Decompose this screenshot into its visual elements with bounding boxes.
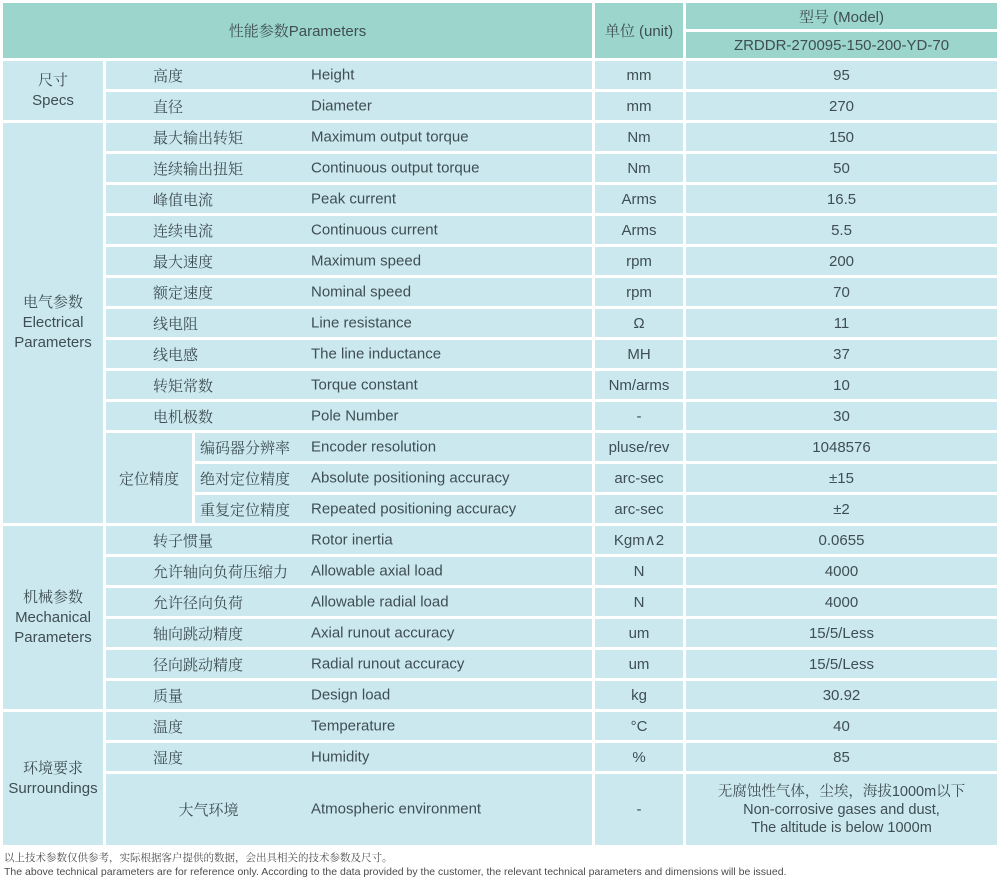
table-row: [3, 588, 997, 616]
unit-cell: Nm: [595, 154, 683, 182]
value-cell: 37: [686, 340, 997, 368]
param-label: 高度 Height: [106, 61, 592, 89]
param-label: 允许轴向负荷压缩力 Allowable axial load: [106, 557, 592, 585]
unit-cell: N: [595, 557, 683, 585]
table-row: [3, 309, 997, 337]
value-cell: 200: [686, 247, 997, 275]
param-label: 径向跳动精度 Radial runout accuracy: [106, 650, 592, 678]
value-cell: 16.5: [686, 185, 997, 213]
param-label: 转子惯量 Rotor inertia: [106, 526, 592, 554]
table-row: [3, 185, 997, 213]
value-cell: ±15: [686, 464, 997, 492]
model-number: ZRDDR-270095-150-200-YD-70: [686, 32, 997, 58]
param-label: 质量 Design load: [106, 681, 592, 709]
table-row: [3, 123, 997, 151]
unit-cell: °C: [595, 712, 683, 740]
value-cell: 30.92: [686, 681, 997, 709]
param-label: 连续输出扭矩 Continuous output torque: [106, 154, 592, 182]
value-cell: 4000: [686, 588, 997, 616]
section-specs: [3, 61, 103, 120]
atmosphere-line-en2: The altitude is below 1000m: [751, 819, 932, 836]
table-row: [3, 61, 997, 89]
section-label-en: Specs: [32, 91, 74, 109]
table-row: [3, 526, 997, 554]
section-mechanical: [3, 526, 103, 709]
section-label-cn: 环境要求: [22, 759, 83, 777]
section-label-cn: 机械参数: [22, 588, 83, 606]
unit-cell: um: [595, 619, 683, 647]
unit-cell: -: [595, 774, 683, 845]
param-label: 峰值电流 Peak current: [106, 185, 592, 213]
value-cell: 15/5/Less: [686, 650, 997, 678]
table-row: [3, 433, 997, 461]
value-cell: 11: [686, 309, 997, 337]
unit-cell: Nm: [595, 123, 683, 151]
footnote-cn: 以上技术参数仅供参考，实际根据客户提供的数据，会出具相关的技术参数及尺寸。: [4, 852, 393, 864]
value-cell: 0.0655: [686, 526, 997, 554]
footnotes: [0, 848, 1000, 879]
table-row: [3, 92, 997, 120]
value-cell: 1048576: [686, 433, 997, 461]
table-row: [3, 216, 997, 244]
section-label-en: Surroundings: [8, 779, 98, 797]
value-cell: 150: [686, 123, 997, 151]
unit-cell: -: [595, 402, 683, 430]
table-row: [3, 371, 997, 399]
table-row: [3, 247, 997, 275]
param-label: 转矩常数 Torque constant: [106, 371, 592, 399]
value-cell: 4000: [686, 557, 997, 585]
table-row: [3, 557, 997, 585]
value-cell: 40: [686, 712, 997, 740]
unit-cell: Arms: [595, 185, 683, 213]
section-electrical: [3, 123, 103, 523]
param-label: 线电阻 Line resistance: [106, 309, 592, 337]
positioning-accuracy-group: 定位精度: [106, 433, 192, 523]
table-header-row-1: [3, 3, 997, 29]
table-row: [3, 712, 997, 740]
section-label-cn: 尺寸: [37, 71, 68, 89]
section-label-en: Mechanical Parameters: [14, 608, 92, 646]
unit-cell: um: [595, 650, 683, 678]
atmosphere-line-en1: Non-corrosive gases and dust,: [743, 801, 940, 818]
value-cell: 50: [686, 154, 997, 182]
param-label: 重复定位精度 Repeated positioning accuracy: [195, 495, 592, 523]
param-label: 绝对定位精度 Absolute positioning accuracy: [195, 464, 592, 492]
value-cell: 15/5/Less: [686, 619, 997, 647]
param-label: 大气环境 Atmospheric environment: [106, 774, 592, 845]
value-cell: 85: [686, 743, 997, 771]
unit-cell: rpm: [595, 278, 683, 306]
param-label: 线电感 The line inductance: [106, 340, 592, 368]
value-cell: [686, 774, 997, 845]
unit-cell: N: [595, 588, 683, 616]
atmosphere-line-cn: 无腐蚀性气体，尘埃，海拔1000m以下: [717, 783, 966, 800]
param-label: 额定速度 Nominal speed: [106, 278, 592, 306]
unit-cell: pluse/rev: [595, 433, 683, 461]
param-label: 轴向跳动精度 Axial runout accuracy: [106, 619, 592, 647]
param-label: 最大速度 Maximum speed: [106, 247, 592, 275]
param-label: 编码器分辨率 Encoder resolution: [195, 433, 592, 461]
param-label: 允许径向负荷 Allowable radial load: [106, 588, 592, 616]
section-surroundings: [3, 712, 103, 845]
table-row: [3, 154, 997, 182]
param-label: 温度 Temperature: [106, 712, 592, 740]
unit-cell: Nm/arms: [595, 371, 683, 399]
table-row: [3, 619, 997, 647]
value-cell: 270: [686, 92, 997, 120]
table-row: [3, 774, 997, 845]
unit-cell: Kgm∧2: [595, 526, 683, 554]
value-cell: 5.5: [686, 216, 997, 244]
unit-cell: Ω: [595, 309, 683, 337]
unit-cell: %: [595, 743, 683, 771]
section-label-en: Electrical Parameters: [14, 314, 92, 351]
table-row: [3, 681, 997, 709]
unit-cell: mm: [595, 92, 683, 120]
value-cell: 30: [686, 402, 997, 430]
value-cell: 95: [686, 61, 997, 89]
model-header: 型号 (Model): [686, 3, 997, 29]
footnote-en: The above technical parameters are for reference only. According to the data provided by the customer, the relevant technical parameters and dimensions will be issued.: [4, 866, 787, 878]
param-label: 直径 Diameter: [106, 92, 592, 120]
param-label: 电机极数 Pole Number: [106, 402, 592, 430]
table-row: [3, 650, 997, 678]
unit-header: 单位 (unit): [595, 3, 683, 58]
unit-cell: mm: [595, 61, 683, 89]
param-label: 连续电流 Continuous current: [106, 216, 592, 244]
table-row: [3, 743, 997, 771]
unit-cell: MH: [595, 340, 683, 368]
parameters-header: 性能参数Parameters: [3, 3, 592, 58]
unit-cell: kg: [595, 681, 683, 709]
section-label-cn: 电气参数: [22, 294, 83, 311]
table-row: [3, 278, 997, 306]
unit-cell: rpm: [595, 247, 683, 275]
value-cell: 70: [686, 278, 997, 306]
param-label: 最大输出转矩 Maximum output torque: [106, 123, 592, 151]
unit-cell: Arms: [595, 216, 683, 244]
unit-cell: arc-sec: [595, 495, 683, 523]
value-cell: 10: [686, 371, 997, 399]
value-cell: ±2: [686, 495, 997, 523]
table-row: [3, 340, 997, 368]
table-row: [3, 402, 997, 430]
unit-cell: arc-sec: [595, 464, 683, 492]
param-label: 湿度 Humidity: [106, 743, 592, 771]
